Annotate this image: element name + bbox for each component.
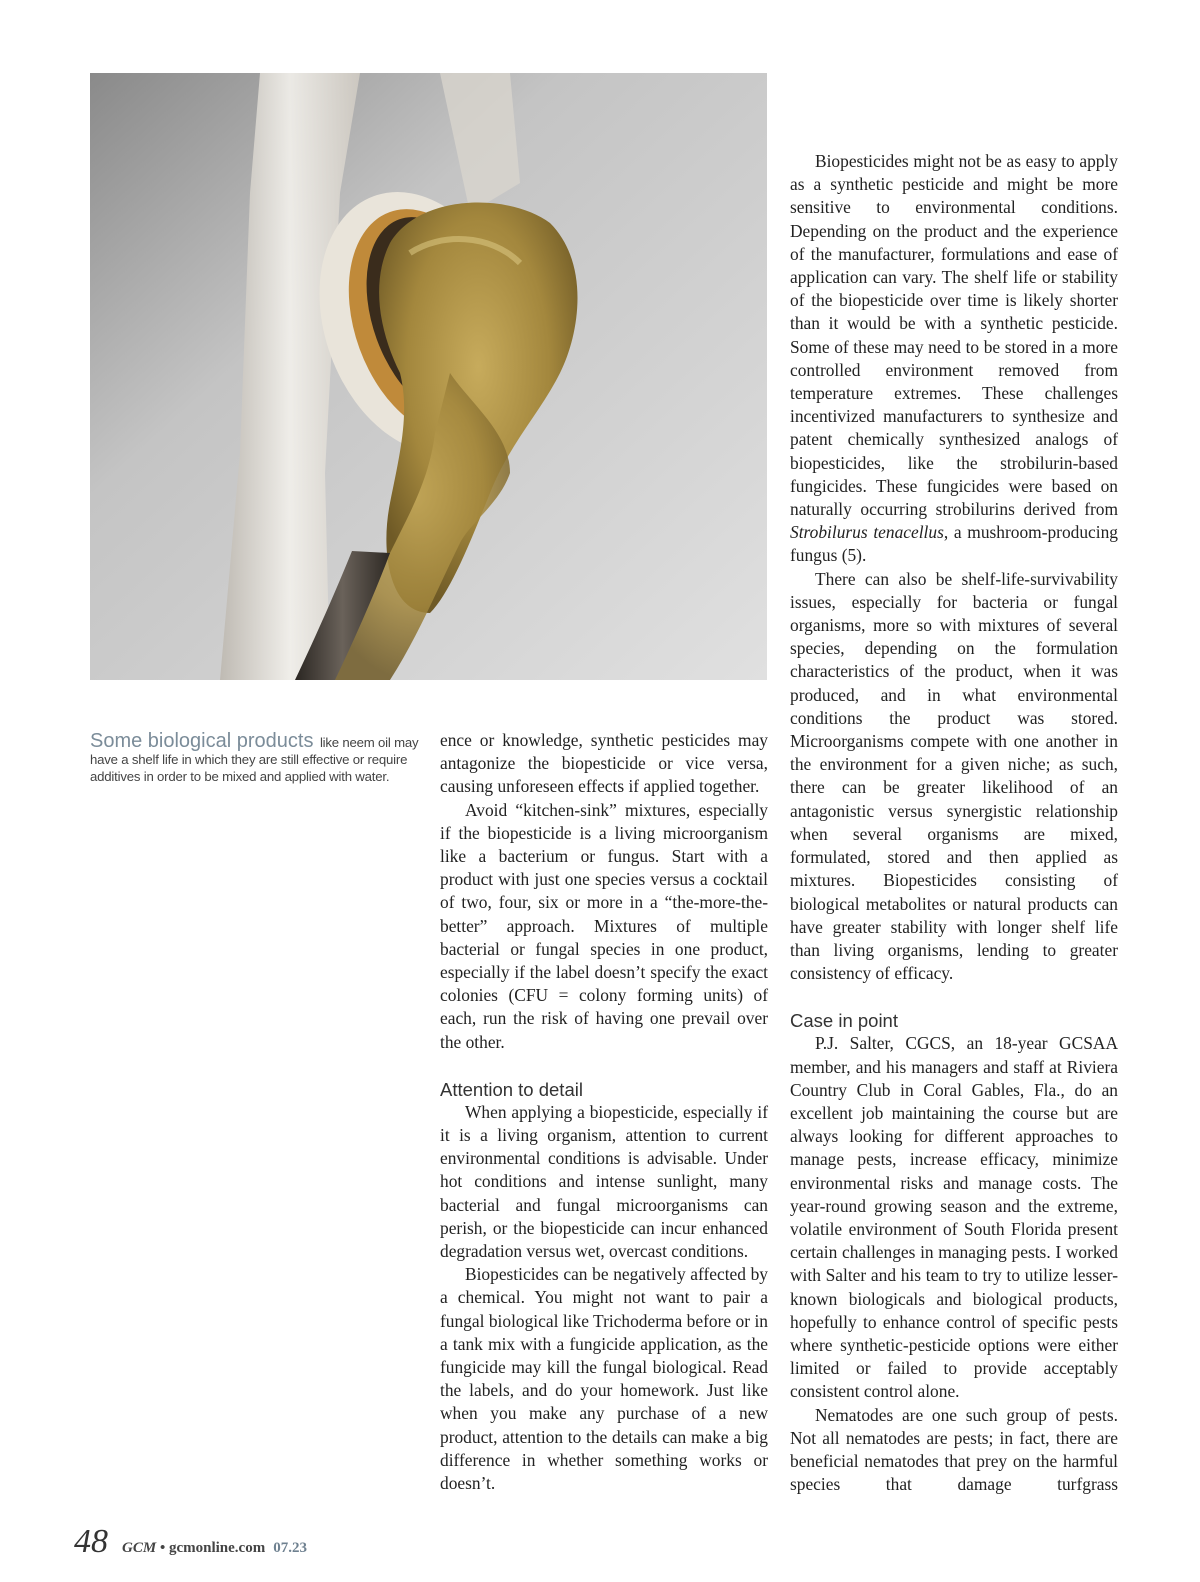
photo-caption bbox=[90, 730, 420, 785]
section-heading-case: Case in point bbox=[790, 1010, 898, 1032]
species-name: Strobilurus tenacellus bbox=[790, 522, 944, 543]
body-paragraph: Biopesticides can be negatively affected by a chemical. You might not want to pair a fungal biological like Trichoderma before or in a tank mix with a fungicide application, as the fungicide may kill the fungal biological. Read the labels, and do your homework. Just like when you make any purchase of a new product, attention to the details can make a big difference in whether something works or doesn’t. bbox=[440, 1264, 768, 1494]
caption-text: like neem oil may have a shelf life in which they are still effective or require additives in order to be mixed and applied with water. bbox=[90, 735, 419, 784]
body-paragraph: When applying a biopesticide, especially if it is a living organism, attention to current environmental conditions is advisable. Under hot conditions and intense sunlight, many bacterial and fungal microorganisms can perish, or the biopesticide can incur enhanced degradation versus wet, overcast conditions. bbox=[440, 1101, 768, 1262]
page-footer bbox=[74, 1523, 307, 1563]
body-paragraph: P.J. Salter, CGCS, an 18-year GCSAA member, and his managers and staff at Riviera Country Club in Coral Gables, Fla., do an excellent job maintaining the course but are always looking for different approaches to manage pests, increase efficacy, minimize environmental risks and manage costs. The year-round growing season and the extreme, volatile environment of South Florida present certain challenges in managing pests. I worked with Salter and his team to try to utilize lesser-known biologicals and biological products, hopefully to enhance control of specific pests where synthetic-pesticide options were either limited or failed to provide acceptably consistent control alone. bbox=[790, 1033, 1118, 1402]
body-paragraph: Nematodes are one such group of pests. Not all nematodes are pests; in fact, there are beneficial nematodes that prey on the harmful species that damage turfgrass bbox=[790, 1404, 1118, 1495]
section-heading-attention: Attention to detail bbox=[440, 1078, 583, 1100]
magazine-name: GCM bbox=[122, 1540, 157, 1556]
article-photo bbox=[90, 73, 767, 680]
body-paragraph: Avoid “kitchen-sink” mixtures, especially if the biopesticide is a living microorganism like a bacterium or fungus. Start with a product with just one species versus a cocktail of two, four, six or more in a “the-more-the-better” approach. Mixtures of multiple bacterial or fungal species in one product, especially if the label doesn’t specify the exact colonies (CFU = colony forming units) of each, run the risk of having one prevail over the other. bbox=[440, 799, 768, 1052]
body-text: Biopesticides might not be as easy to apply as a synthetic pesticide and might be more sensitive to environmental conditions. Depending on the product and the experience of the manufacturer, formulations and ease of application can vary. The shelf life or stability of the biopesticide over time is likely shorter than it would be with a synthetic pesticide. Some of these may need to be stored in a more controlled environment removed from temperature extremes. These challenges incentivized manufacturers to synthesize and patent chemically synthesized analogs of biopesticides, like the strobilurin-based fungicides. These fungicides were based on naturally occurring strobilurins derived from bbox=[790, 151, 1118, 520]
magazine-site: gcmonline.com bbox=[168, 1540, 266, 1556]
caption-lead: Some biological products bbox=[90, 730, 314, 752]
nozzle-clog-illustration bbox=[90, 73, 767, 680]
issue-date: 07.23 bbox=[273, 1540, 307, 1556]
separator: • bbox=[156, 1540, 169, 1556]
magazine-info bbox=[122, 1540, 307, 1557]
body-paragraph bbox=[790, 150, 1118, 568]
body-text: , a mushroom-producing fungus (5). bbox=[790, 522, 1119, 566]
page-number: 48 bbox=[74, 1523, 108, 1560]
article-column-1 bbox=[440, 729, 768, 1495]
article-column-2 bbox=[790, 150, 1118, 1496]
body-paragraph: There can also be shelf-life-survivability issues, especially for bacteria or fungal organisms, more so with mixtures of several species, depending on the formulation characteristics of the product, when it was produced, and in what environmental conditions the product was stored. Microorganisms compete with one another in the environment for a given niche; as such, there can be greater likelihood of an antagonistic versus synergistic relationship when several organisms are mixed, formulated, stored and then applied as mixtures. Biopesticides consisting of biological metabolites or natural products can have greater stability with longer shelf life than living organisms, lending to greater consistency of efficacy. bbox=[790, 568, 1118, 984]
body-paragraph: ence or knowledge, synthetic pesticides may antagonize the biopesticide or vice versa, causing unforeseen effects if applied together. bbox=[440, 730, 768, 797]
